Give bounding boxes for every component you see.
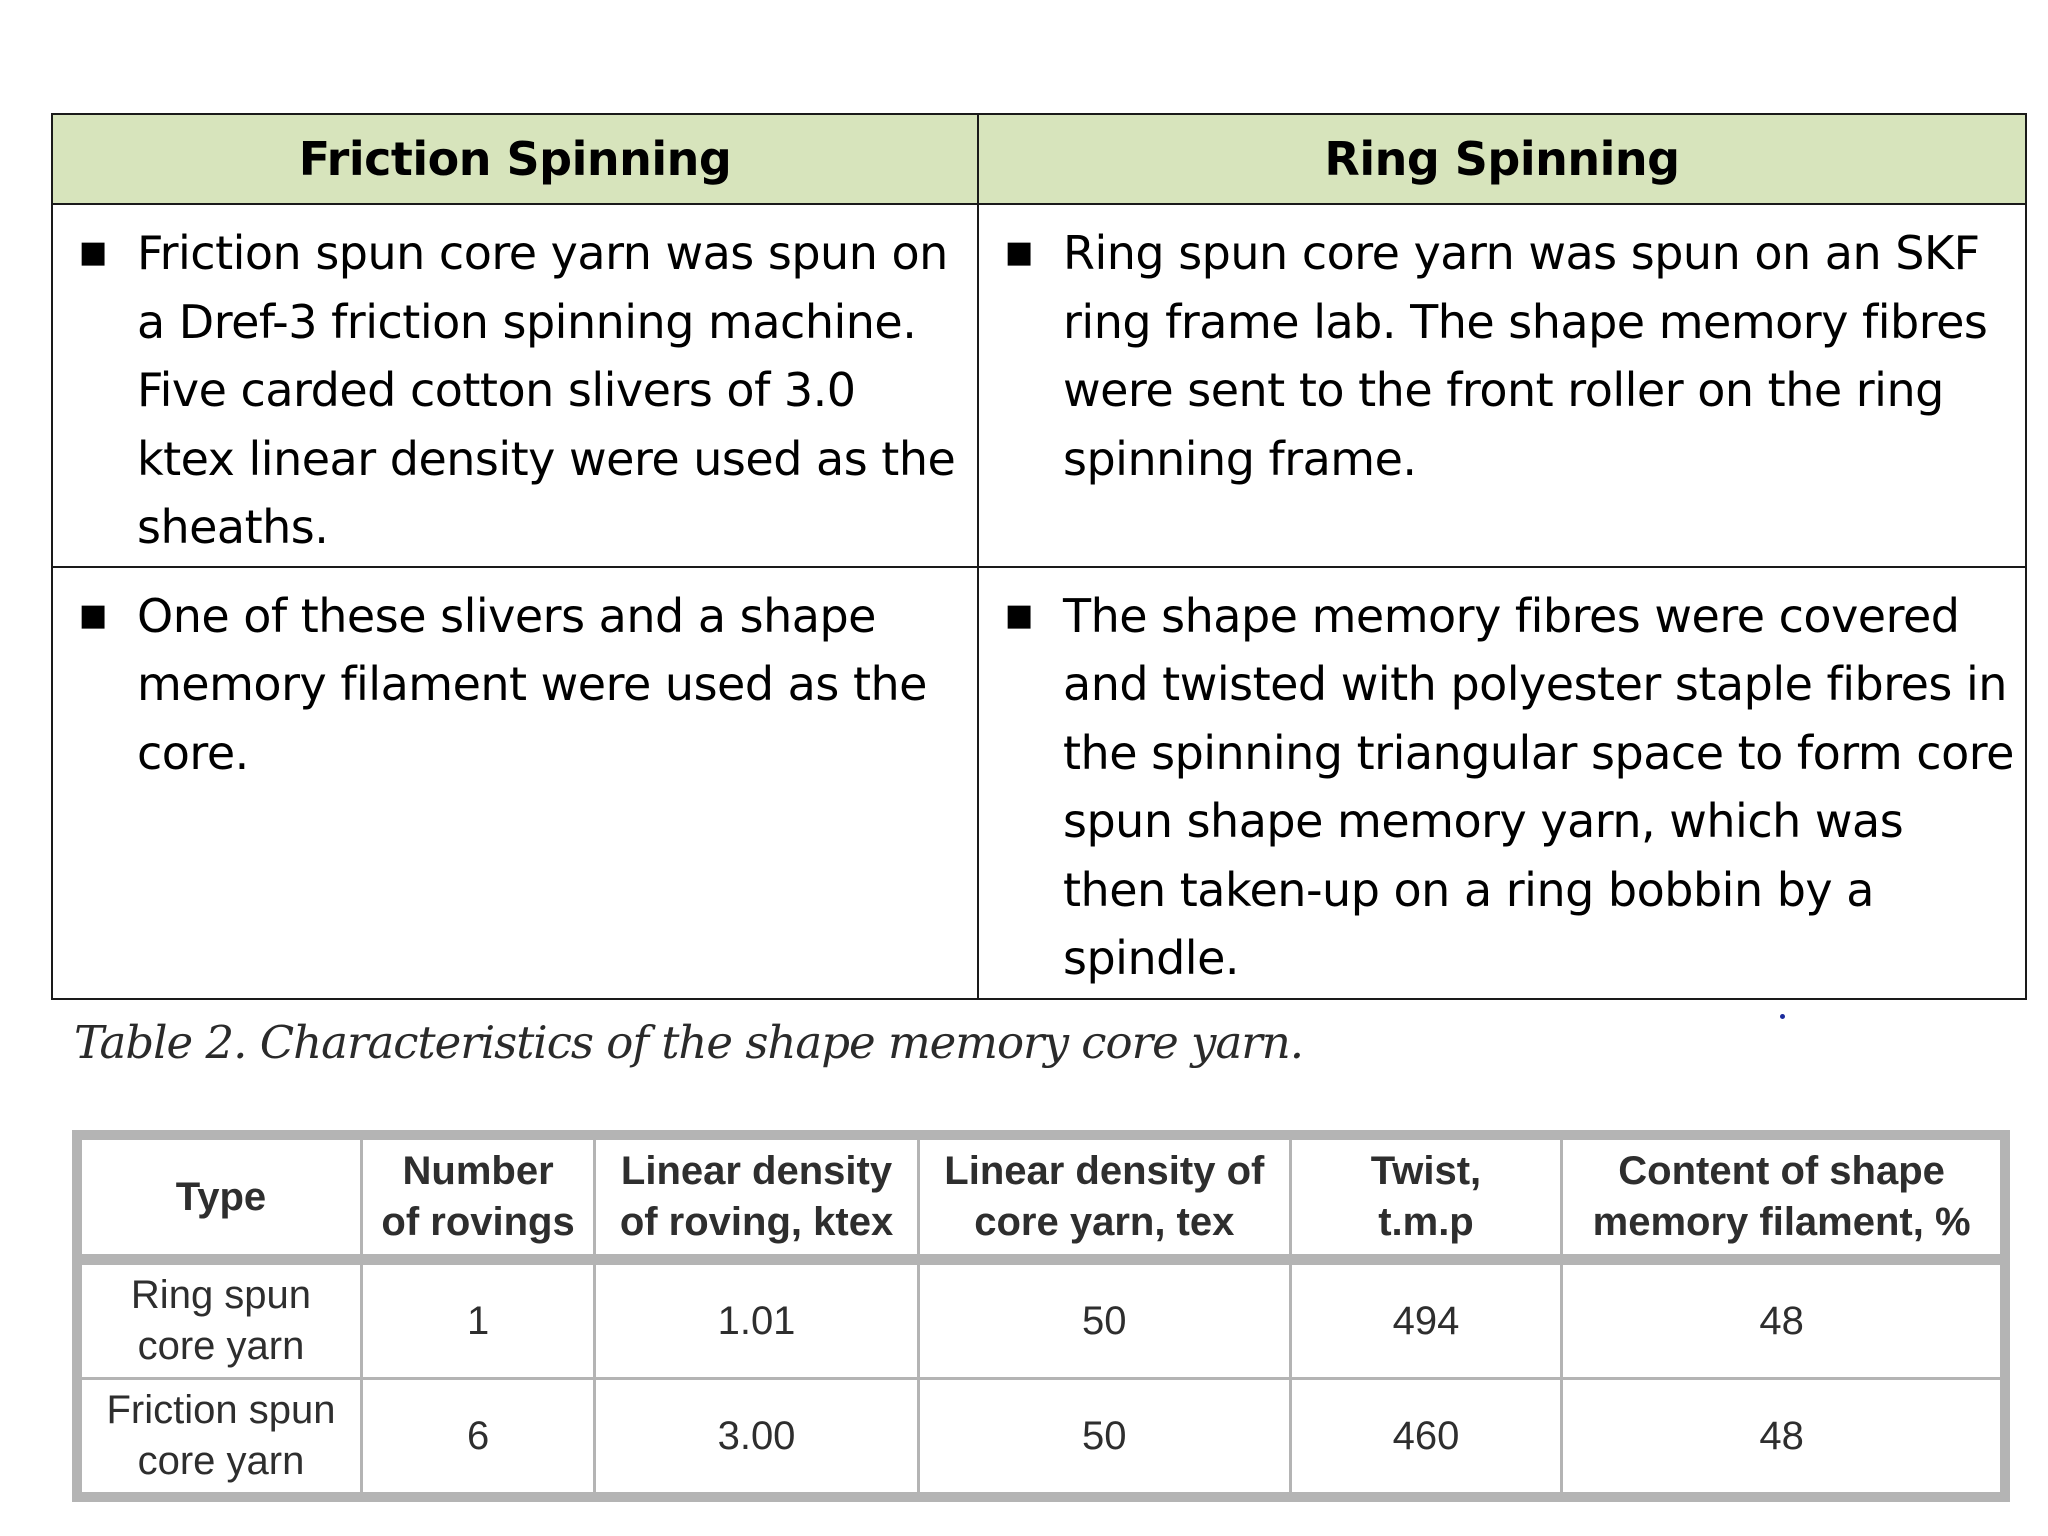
col-header-content <box>1562 1135 2005 1260</box>
cell-type <box>77 1260 361 1379</box>
col-header-roving-density <box>595 1135 919 1260</box>
table-row <box>77 1260 2005 1379</box>
col-header-twist <box>1290 1135 1561 1260</box>
bullet-item <box>79 582 967 788</box>
square-bullet-icon: ■ <box>79 597 107 633</box>
type-line: core yarn <box>137 1324 305 1368</box>
ring-cell-1 <box>978 204 2026 567</box>
type-line: Ring spun <box>130 1273 312 1317</box>
cell-twist: 494 <box>1290 1260 1561 1379</box>
header-line: Linear density of <box>944 1149 1265 1193</box>
friction-cell-1 <box>52 204 978 567</box>
comparison-row <box>52 567 2026 999</box>
stray-dot <box>1780 1014 1785 1019</box>
cell-roving-density: 1.01 <box>595 1260 919 1379</box>
type-line: core yarn <box>137 1439 305 1483</box>
bullet-item <box>79 219 967 562</box>
header-friction-spinning: Friction Spinning <box>52 114 978 204</box>
bullet-text: Friction spun core yarn was spun on a Dref-3 friction spinning machine. Five carded cotton slivers of 3.0 ktex linear density were used as the sheaths. <box>137 226 956 554</box>
square-bullet-icon: ■ <box>79 235 107 270</box>
comparison-header-row <box>52 114 2026 204</box>
bullet-text: One of these slivers and a shape memory filament were used as the core. <box>137 588 927 780</box>
header-ring-spinning: Ring Spinning <box>978 114 2026 204</box>
cell-yarn-density: 50 <box>918 1379 1290 1498</box>
bullet-text: Ring spun core yarn was spun on an SKF ring frame lab. The shape memory fibres were sent to the front roller on the ring spinning frame. <box>1063 226 1988 486</box>
header-line: Linear density <box>620 1149 893 1193</box>
cell-rovings: 6 <box>361 1379 594 1498</box>
header-line: Type <box>175 1174 267 1219</box>
header-line: Number <box>402 1149 554 1193</box>
type-line: Friction spun <box>106 1388 336 1432</box>
comparison-row <box>52 204 2026 567</box>
cell-roving-density: 3.00 <box>595 1379 919 1498</box>
yarn-characteristics-table <box>72 1130 2010 1502</box>
header-line: memory filament, % <box>1592 1200 1971 1244</box>
header-line: Twist, <box>1370 1149 1482 1193</box>
table2-header-row <box>77 1135 2005 1260</box>
cell-rovings: 1 <box>361 1260 594 1379</box>
comparison-table <box>51 113 2027 1000</box>
header-line: of roving, ktex <box>619 1200 894 1244</box>
cell-content: 48 <box>1562 1379 2005 1498</box>
cell-type <box>77 1379 361 1498</box>
table-row <box>77 1379 2005 1498</box>
cell-twist: 460 <box>1290 1379 1561 1498</box>
header-line: t.m.p <box>1378 1200 1474 1244</box>
square-bullet-icon: ■ <box>1005 235 1033 270</box>
cell-content: 48 <box>1562 1260 2005 1379</box>
square-bullet-icon: ■ <box>1005 597 1033 633</box>
table-caption: Table 2. Characteristics of the shape memory core yarn. <box>74 1016 1304 1069</box>
header-line: Content of shape <box>1618 1149 1945 1193</box>
col-header-rovings <box>361 1135 594 1260</box>
cell-yarn-density: 50 <box>918 1260 1290 1379</box>
header-line: core yarn, tex <box>974 1200 1235 1244</box>
friction-cell-2 <box>52 567 978 999</box>
bullet-item <box>1005 582 2015 993</box>
bullet-item <box>1005 219 2015 493</box>
ring-cell-2 <box>978 567 2026 999</box>
header-line: of rovings <box>381 1200 575 1244</box>
bullet-text: The shape memory fibres were covered and twisted with polyester staple fibres in the spinning triangular space to form core spun shape memory yarn, which was then taken-up on a ring bobbin by a spindle. <box>1063 588 2014 985</box>
col-header-type <box>77 1135 361 1260</box>
col-header-yarn-density <box>918 1135 1290 1260</box>
